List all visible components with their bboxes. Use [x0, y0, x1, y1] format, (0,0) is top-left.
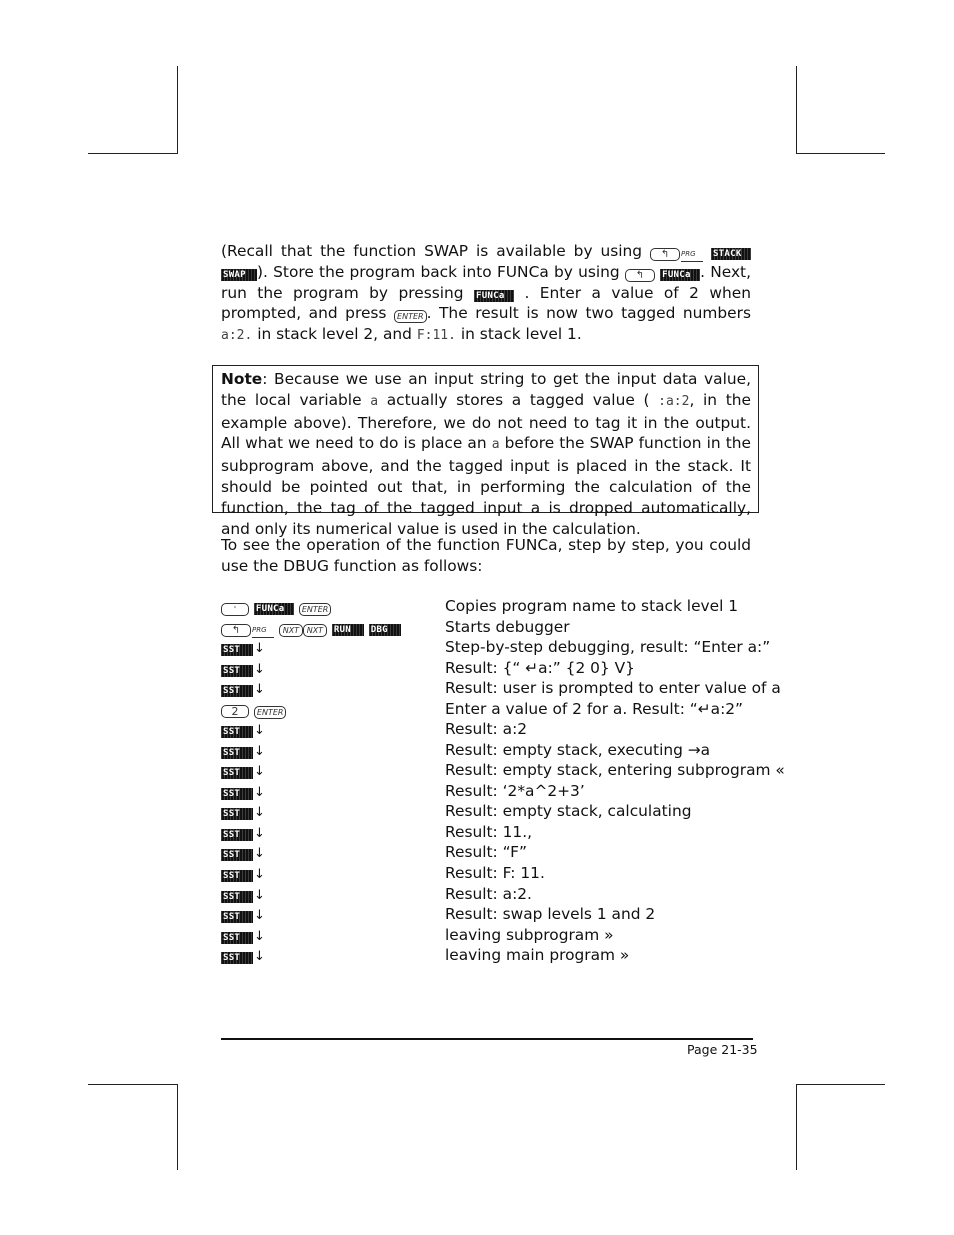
step-row: SST ↓ Result: {“ ↵a:” {2 0} V}: [223, 659, 635, 677]
step-down-arrow-icon: ↓: [254, 682, 265, 697]
crop-mark: [177, 1084, 178, 1170]
left-shift-key-icon: ↰: [650, 248, 680, 261]
sst-softkey: SST: [221, 726, 253, 738]
dbug-intro-paragraph: To see the operation of the function FUNCa, step by step, you could use the DBUG function as follows:: [221, 536, 751, 575]
enter-key-icon: ENTER: [254, 706, 287, 719]
step-row: SST ↓ Result: F: 11.: [223, 864, 545, 882]
prg-key-label: PRG: [252, 626, 274, 638]
step-row: SST ↓ Step-by-step debugging, result: “Enter a:”: [223, 638, 771, 656]
footer-rule: [221, 1038, 753, 1040]
step-row: SST ↓ Result: a:2.: [223, 885, 532, 903]
note-box: [212, 365, 759, 538]
step-down-arrow-icon: ↓: [254, 929, 265, 944]
step-down-arrow-icon: ↓: [254, 867, 265, 882]
sst-softkey: SST: [221, 644, 253, 656]
crop-mark: [796, 66, 797, 154]
funca-softkey: FUNCa: [660, 269, 700, 281]
step-down-arrow-icon: ↓: [254, 662, 265, 677]
dbg-softkey: DBG: [369, 624, 401, 636]
tick-key-icon: ': [221, 603, 249, 616]
step-row: SST ↓ Result: “F”: [223, 843, 527, 861]
step-row: SST ↓ Result: empty stack, entering subprogram «: [223, 761, 785, 779]
sst-softkey: SST: [221, 911, 253, 923]
crop-mark: [88, 1084, 177, 1085]
step-down-arrow-icon: ↓: [254, 805, 265, 820]
two-key-icon: 2: [221, 705, 249, 718]
crop-mark: [177, 66, 178, 154]
left-shift-key-icon: ↰: [221, 624, 251, 637]
enter-key-icon: ENTER: [394, 310, 427, 323]
stack-softkey: STACK: [711, 248, 751, 260]
step-down-arrow-icon: ↓: [254, 723, 265, 738]
step-row: ' FUNCa ENTER Copies program name to stack level 1: [221, 596, 761, 616]
intro-paragraph: (Recall that the function SWAP is available by using ↰ PRG STACK SWAP ). Store the program back into FUNCa by using ↰ FUNCa . Next, run the program by pressing FUNCa . Enter a value of 2 when prompted, and press ENTER . The result is now two tagged numbers a:2. in stack level 2, and F:11. in stack level 1.: [221, 242, 751, 343]
funca-softkey: FUNCa: [474, 290, 514, 302]
crop-mark: [796, 1084, 797, 1170]
step-down-arrow-icon: ↓: [254, 826, 265, 841]
step-down-arrow-icon: ↓: [254, 888, 265, 903]
step-row: SST ↓ Result: user is prompted to enter value of a: [223, 679, 781, 697]
sst-softkey: SST: [221, 891, 253, 903]
crop-mark: [796, 1084, 885, 1085]
step-row: SST ↓ leaving main program »: [223, 946, 630, 964]
sst-softkey: SST: [221, 849, 253, 861]
sst-softkey: SST: [221, 952, 253, 964]
sst-softkey: SST: [221, 829, 253, 841]
step-down-arrow-icon: ↓: [254, 846, 265, 861]
page-number: Page 21-35: [687, 1042, 758, 1057]
step-down-arrow-icon: ↓: [254, 908, 265, 923]
nxt-key-icon: NXT: [303, 624, 327, 637]
note-label: Note: [221, 370, 263, 388]
sst-softkey: SST: [221, 870, 253, 882]
step-row: SST ↓ Result: swap levels 1 and 2: [223, 905, 656, 923]
sst-softkey: SST: [221, 665, 253, 677]
funca-softkey: FUNCa: [254, 603, 294, 615]
run-softkey: RUN: [332, 624, 364, 636]
step-row: 2 ENTER Enter a value of 2 for a. Result: “↵a:2”: [221, 699, 761, 719]
step-row: ↰ PRG NXT NXT RUN DBG Starts debugger: [221, 617, 761, 637]
sst-softkey: SST: [221, 685, 253, 697]
step-down-arrow-icon: ↓: [254, 744, 265, 759]
prg-key-label: PRG: [681, 250, 703, 262]
step-row: SST ↓ Result: empty stack, executing →a: [223, 741, 711, 759]
step-down-arrow-icon: ↓: [254, 641, 265, 656]
nxt-key-icon: NXT: [279, 624, 303, 637]
step-row: SST ↓ Result: 11.,: [223, 823, 533, 841]
step-down-arrow-icon: ↓: [254, 949, 265, 964]
swap-softkey: SWAP: [221, 269, 257, 281]
step-row: SST ↓ Result: ‘2*a^2+3’: [223, 782, 585, 800]
step-down-arrow-icon: ↓: [254, 785, 265, 800]
sst-softkey: SST: [221, 788, 253, 800]
crop-mark: [796, 153, 885, 154]
sst-softkey: SST: [221, 932, 253, 944]
enter-key-icon: ENTER: [299, 603, 332, 616]
step-row: SST ↓ Result: a:2: [223, 720, 528, 738]
step-row: SST ↓ Result: empty stack, calculating: [223, 802, 692, 820]
crop-mark: [88, 153, 177, 154]
step-down-arrow-icon: ↓: [254, 764, 265, 779]
step-row: SST ↓ leaving subprogram »: [223, 926, 614, 944]
sst-softkey: SST: [221, 808, 253, 820]
sst-softkey: SST: [221, 767, 253, 779]
note-text: Note: Because we use an input string to get the input data value, the local variable a actually stores a tagged value ( :a:2, in the example above). Therefore, we do not need to tag it in the output. All what we need to do is place an a before the SWAP function in the subprogram above, and the tagged input is placed in the stack. It should be pointed out that, in performing the calculation of the function, the tag of the tagged input a is dropped automatically, and only its numerical value is used in the calculation.: [221, 370, 751, 538]
left-shift-key-icon: ↰: [625, 269, 655, 282]
sst-softkey: SST: [221, 747, 253, 759]
